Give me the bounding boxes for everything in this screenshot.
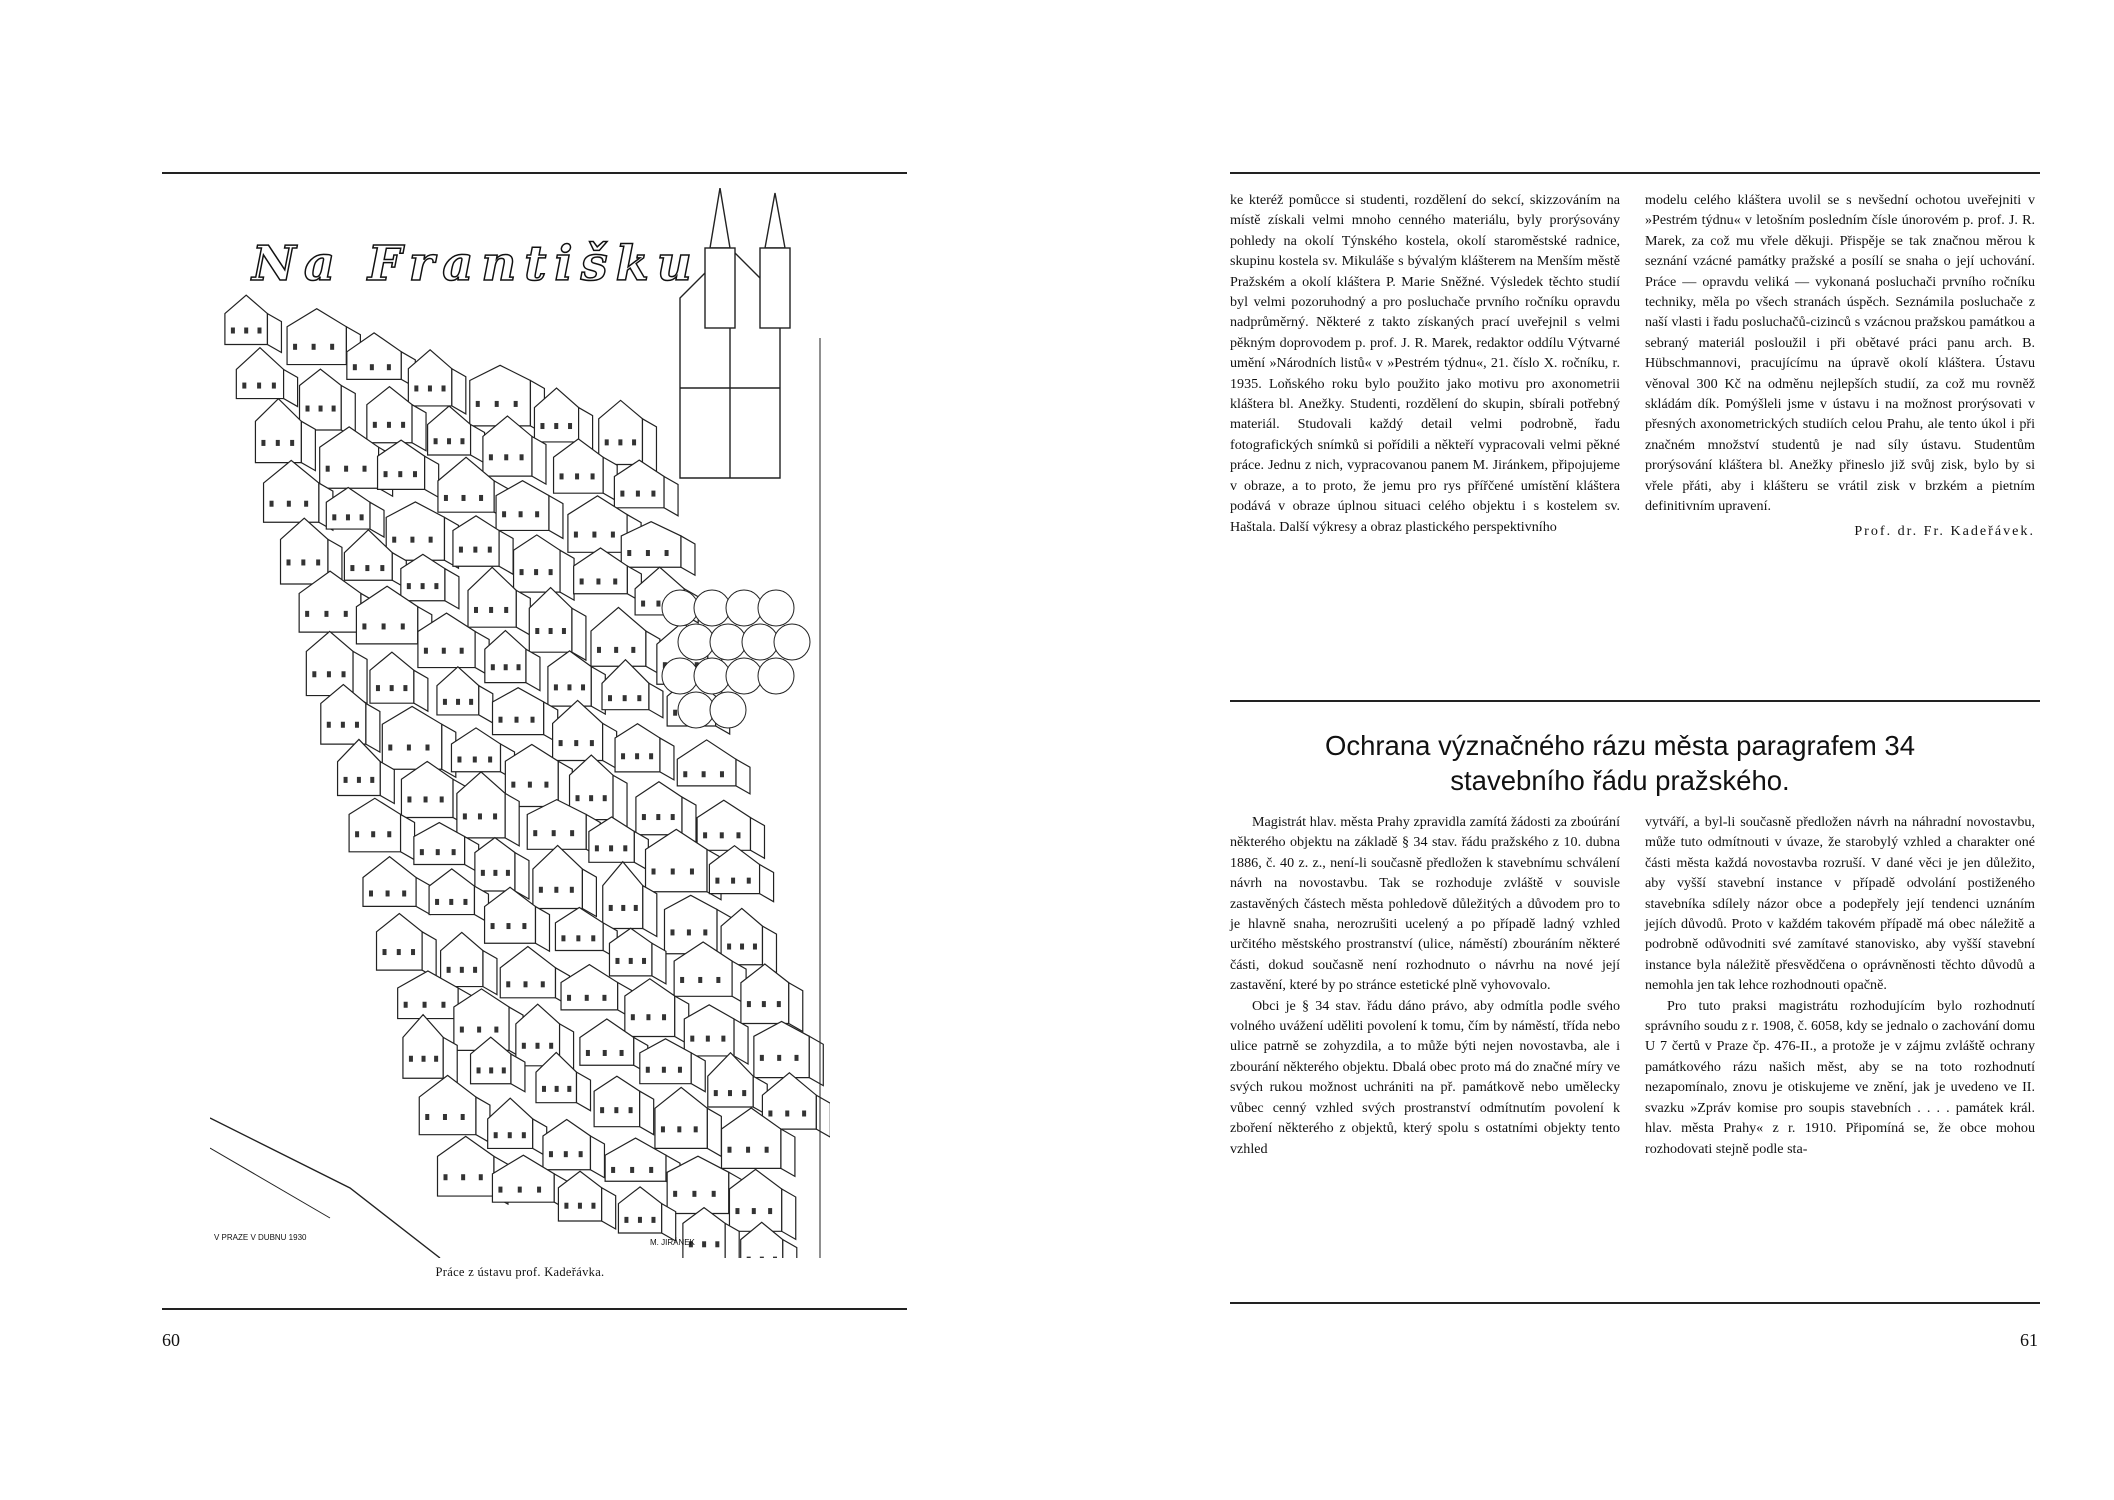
col1-paragraph: ke kteréž pomůcce si studenti, rozdělení do sekcí, skizzováním na místě získali velmi mnoho cenného materiálu, byly prorýsovány pohledy na okolí Týnského kostela, okolí staroměstské radnice, skupinu kostela sv. Mikuláše s bývalým klášterem na Menším městě Pražském a okolí kláštera P. Marie Sněžné. Výsledek těchto studií byl velmi pozoruhodný a pro posluchače prvního ročníku opravdu nadprůměrný. Některé z takto získaných prací uveřejnil s velmi pěkným doprovodem p. prof. J. R. Marek, redaktor oddílu Výtvarné umění »Národních listů« v »Pestrém týdnu«, 21. číslo X. ročníku, r. 1935. Loňského roku bylo použito jako motivu pro axonometrii kláštera bl. Anežky. Studenti, rozdělení do skupin, sbírali potřebný materiál. Studovali každý detail velmi podrobně, řadu fotografických snímků si pořídili a někteří vypracovali velmi pěkné práce. Jednu z nich, vypracovanou panem M. Jiránkem, připojujeme v obraze, a to proto, že jemu pro rys přířčené umístění kláštera podává v obraze úplnou situaci celého objektu i s kostelem sv. Haštala. Další výkresy a obraz plastického perspektivního [1230, 192, 1620, 535]
tree-crown [774, 624, 810, 660]
house-block [677, 740, 750, 794]
house-block [496, 481, 563, 539]
tree-crown [742, 624, 778, 660]
house-block [741, 964, 803, 1031]
house-block [514, 535, 575, 600]
signature: Prof. dr. Fr. Kadeřávek. [1854, 522, 2035, 539]
house-block [614, 460, 678, 516]
tree-crown [662, 590, 698, 626]
drawing-svg [210, 188, 830, 1258]
house-block [363, 857, 430, 915]
plate-note-left: V PRAZE V DUBNU 1930 [214, 1233, 307, 1242]
column-1 [1230, 190, 1620, 537]
tree-crown [678, 624, 714, 660]
right-page [1057, 0, 2114, 1500]
house-block [594, 1076, 654, 1134]
col2-paragraph: modelu celého kláštera uvolil se s nevšední ochotou uveřejniti v »Pestrém týdnu« v letošním posledním čísle únorovém p. prof. J. R. Marek, za což mu vřele děkuji. Přispěje se tak značnou měrou k seznání vzácné památky pražské a posílí se snaha o její uchování. Práce — opravdu veliká — vykonaná posluchači prvního ročníku techniky, měla po všech stranách úspěch. Seznámila posluchače z naší vlasti i řadu posluchačů-cizinců s vzácnou pražskou památkou a sebraný materiál posloužil i při obětavé práci panu arch. B. Hübschmannovi, pracujícímu na úpravě okolí kláštera. Ústavu věnoval 300 Kč na odměnu nejlepších studií, za což mu rovněž skládám dík. Pomýšleli jsme v ústavu i na možnost prorýsovati v přesných axonometrických studiích celou Prahu, ale tento úkol i při značném množství studentů je nad síly ústavu. Studentům prorýsování kláštera bl. Anežky přineslo již svůj zisk, bylo by si vřele přáti, aby i klášteru se vrátil zisk v brzkém a pietním definitivním upravení. [1645, 192, 2035, 515]
house-block [419, 1075, 490, 1142]
col4-paragraph-1: vytváří, a byl-li současně předložen návrh na náhradní novostavbu, může tuto odmítnouti v úvaze, že starobylý vzhled a charakter oné části města každá novostavba rozruší. V dané věci je jen důležito, aby vyšší stavební instance v případě odvolání postiženého stavebníka sdílely názor obce a podepřely její tendenci uznáním jejích důvodů. Proto v každém takovém případě má obec náležitě a podrobně odůvodniti své zamítavé stanovisko, aby vyšší stavební instance byla náležitě přesvědčena o oprávněnosti těchto důvodů a nemohla jen tak lehce rozhodnouti opačně. [1645, 814, 2035, 994]
tree-crown [678, 692, 714, 728]
top-rule-right [1230, 172, 2040, 174]
axonometric-drawing [210, 188, 830, 1258]
house-block [543, 1119, 605, 1177]
house-block [488, 1098, 547, 1156]
house-block [475, 838, 529, 899]
house-block [636, 782, 696, 843]
bottom-rule-right [1230, 1302, 2040, 1304]
house-block [500, 947, 569, 1006]
article-title [1220, 728, 2020, 798]
house-block [615, 724, 674, 780]
house-block [529, 588, 586, 661]
tree-crown [662, 658, 698, 694]
house-block [609, 928, 665, 984]
tree-crown [726, 590, 762, 626]
col3-paragraph-1: Magistrát hlav. města Prahy zpravidla zamítá žádosti za zboúrání některého objektu na základě § 34 stav. řádu pražského z 10. dubna 1886, č. 40 z. z., není-li současně předložen k stavebnímu schválení návrh na novostavbu. Tak se rozhoduje zvláště v souvisle zastavěných částech města pohledově důležitých a důvodem pro to je hlavně snaha, nerozrušiti ucelený a po případě ladný vzhled určitého městského prostranství (ulice, náměstí) zbouráním některé části, dokud současně není rozhodnuto o návrhu na nové její zastavění, které by po stránce estetické plně vyhovovalo. [1230, 814, 1620, 994]
column-2 [1645, 190, 2035, 541]
col3-paragraph-2: Obci je § 34 stav. řádu dáno právo, aby odmítla podle svého volného uvážení uděliti povolení k tomu, čím by náměstí, třída nebo ulice patrně se zohyzdila, a to může býti nejen novostavba, ale i zbourání některého objektu. Dbalá obec proto má do značné míry ve svých rukou možnost uchrániti na př. památkově nebo umělecky vůbec cenný vzhled svých prostranství odmítnutím povolení k zboření některého z objektů, který spolu s ostatními objekty tento vzhled [1230, 997, 1620, 1157]
church-of-st-castulus [680, 188, 790, 478]
page-number-right: 61 [2020, 1330, 2038, 1350]
tree-crown [694, 590, 730, 626]
bottom-rule-left [162, 1308, 907, 1310]
column-4 [1645, 812, 2035, 1159]
page-number-left: 60 [162, 1330, 180, 1350]
tree-crown [710, 624, 746, 660]
drawing-title: Na Františku [252, 236, 700, 292]
tree-crown [694, 658, 730, 694]
tree-crown [758, 658, 794, 694]
house-block [553, 700, 617, 768]
house-block [408, 350, 465, 414]
column-3 [1230, 812, 1620, 1159]
tree-crown [710, 692, 746, 728]
tree-crown [726, 658, 762, 694]
house-block [225, 295, 282, 352]
house-block [326, 487, 384, 537]
article-title-line1: Ochrana význačného rázu města paragrafem 34 [1324, 730, 1916, 761]
section-rule [1230, 700, 2040, 702]
article-title-line2: stavebního řádu pražského. [1450, 765, 1790, 796]
house-block [533, 845, 597, 916]
plate-note-right: M. JIRÁNEK [650, 1238, 695, 1247]
tree-crown [758, 590, 794, 626]
top-rule-left [162, 172, 907, 174]
col4-paragraph-2: Pro tuto praksi magistrátu rozhodujícím bylo rozhodnutí správního soudu z r. 1908, č. 6058, kdy se jednalo o zachování domu U 7 čertů v Praze čp. 476-II., a protože je v zájmu zvláště ochrany památkového rázu našich měst, aby se na toto rozhodnutí nezapomínalo, znovu je otiskujeme ve znění, jak je uvedeno ve II. svazku »Zpráv komise pro soupis stavebních . . . . památek král. hlav. města Prahy« z r. 1910. Připomíná se, že obce mohou rozhodovati stejně podle sta- [1645, 997, 2035, 1157]
house-block [403, 1015, 457, 1087]
figure-caption: Práce z ústavu prof. Kadeřávka. [435, 1265, 605, 1279]
house-block [377, 913, 437, 978]
